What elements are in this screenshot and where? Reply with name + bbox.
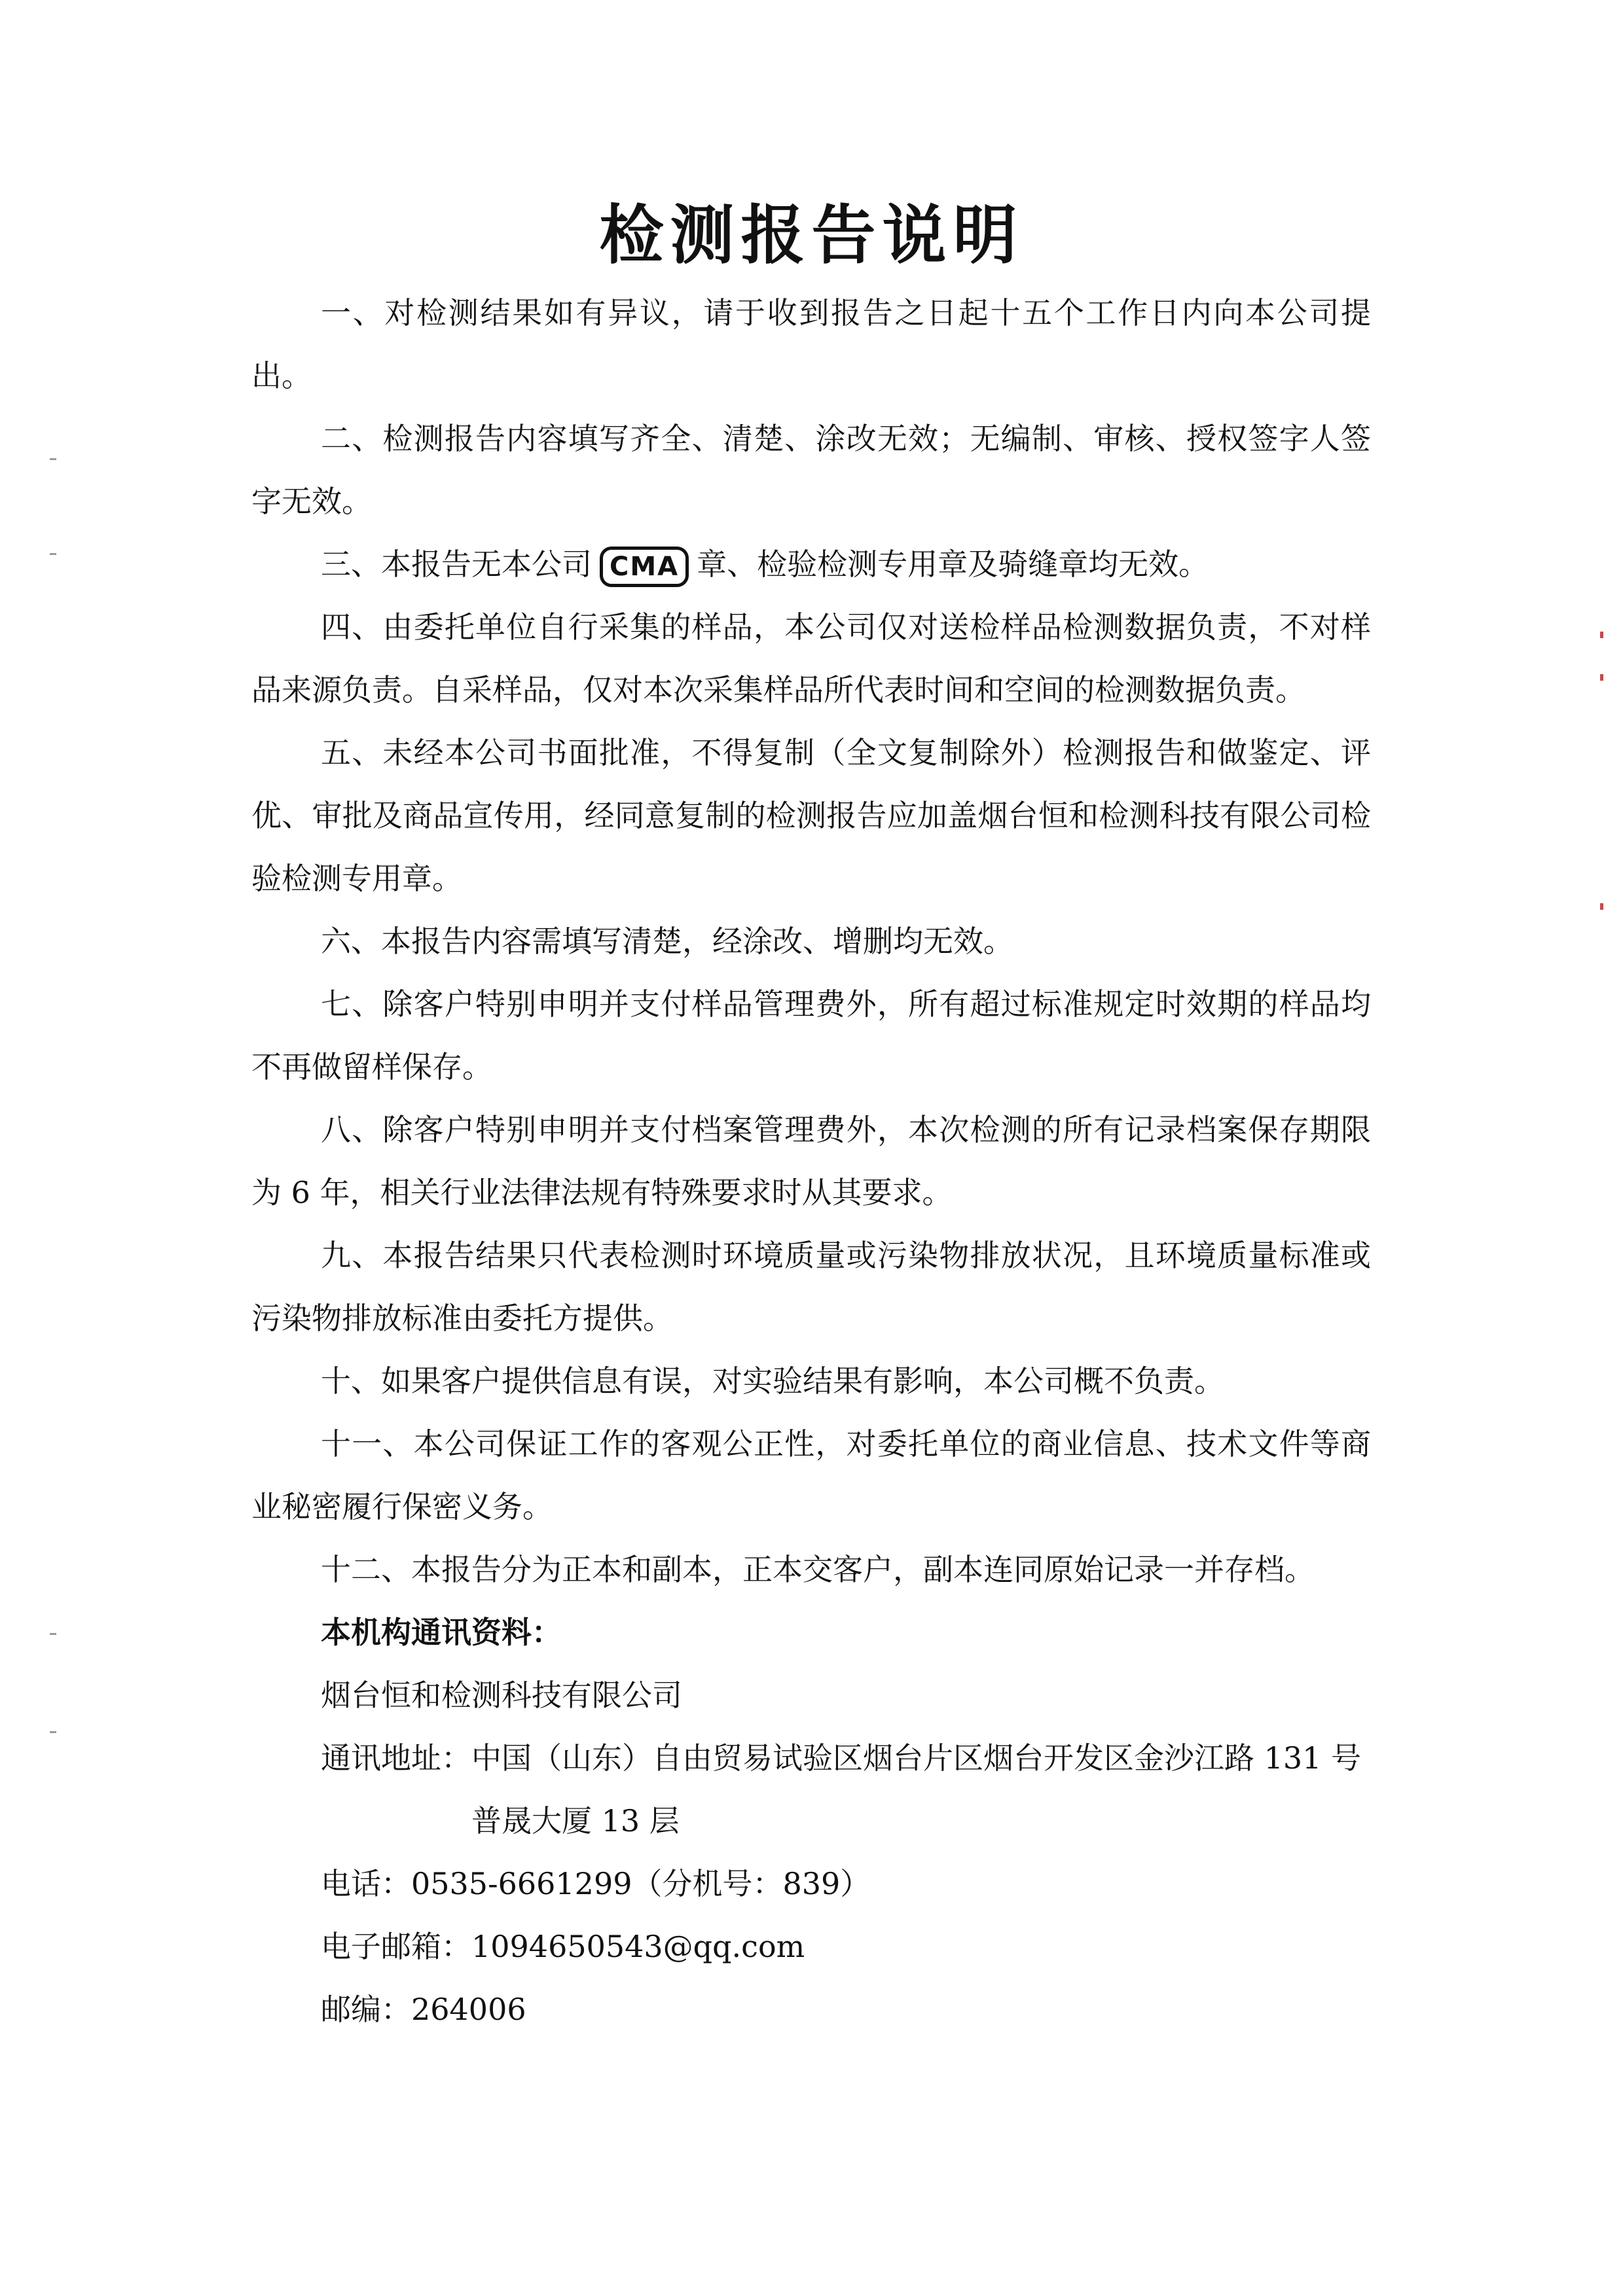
clause-3	[251, 533, 1371, 596]
clause-6: 六、本报告内容需填写清楚，经涂改、增删均无效。	[321, 924, 1013, 959]
clause-7: 七、除客户特别申明并支付样品管理费外，所有超过标准规定时效期的样品均不再做留样保存。	[251, 986, 1371, 1085]
scan-speck	[1600, 903, 1603, 910]
clause-3-text-after: 章、检验检测专用章及骑缝章均无效。	[697, 547, 1209, 582]
clause-10: 十、如果客户提供信息有误，对实验结果有影响，本公司概不负责。	[321, 1363, 1224, 1399]
scan-speck	[50, 553, 56, 555]
company-name: 烟台恒和检测科技有限公司	[321, 1677, 682, 1713]
contact-heading: 本机构通讯资料：	[321, 1615, 562, 1650]
clause-1: 一、对检测结果如有异议，请于收到报告之日起十五个工作日内向本公司提出。	[251, 295, 1371, 393]
clause-11: 十一、本公司保证工作的客观公正性，对委托单位的商业信息、技术文件等商业秘密履行保密义务。	[251, 1426, 1371, 1524]
clause-3-text-before: 三、本报告无本公司	[321, 547, 592, 582]
scan-speck	[50, 458, 56, 460]
address-label: 通讯地址：	[321, 1740, 471, 1776]
email-line: 电子邮箱：1094650543@qq.com	[321, 1929, 805, 1964]
document-title: 检测报告说明	[599, 198, 1024, 273]
cma-seal-mark: CMA	[600, 547, 689, 587]
clause-5: 五、未经本公司书面批准，不得复制（全文复制除外）检测报告和做鉴定、评优、审批及商品宣传用，经同意复制的检测报告应加盖烟台恒和检测科技有限公司检验检测专用章。	[251, 735, 1371, 896]
clause-12: 十二、本报告分为正本和副本，正本交客户，副本连同原始记录一并存档。	[321, 1552, 1315, 1587]
scan-speck	[1600, 674, 1603, 681]
scan-speck	[50, 1731, 56, 1733]
address-block	[251, 1727, 1371, 1852]
phone-line: 电话：0535-6661299（分机号：839）	[321, 1866, 871, 1901]
scan-speck	[50, 1633, 56, 1635]
address-line-2: 普晟大厦 13 层	[471, 1803, 680, 1839]
address-line-1: 中国（山东）自由贸易试验区烟台片区烟台开发区金沙江路 131 号	[471, 1740, 1362, 1776]
postcode-line: 邮编：264006	[321, 1992, 526, 2027]
clause-9: 九、本报告结果只代表检测时环境质量或污染物排放状况，且环境质量标准或污染物排放标准由委托方提供。	[251, 1238, 1371, 1336]
document-body	[251, 281, 1371, 2041]
clause-2: 二、检测报告内容填写齐全、清楚、涂改无效；无编制、审核、授权签字人签字无效。	[251, 421, 1371, 519]
scan-speck	[1600, 632, 1603, 638]
address-lines	[471, 1727, 1371, 1852]
clause-4: 四、由委托单位自行采集的样品，本公司仅对送检样品检测数据负责，不对样品来源负责。自采样品，仅对本次采集样品所代表时间和空间的检测数据负责。	[251, 609, 1371, 708]
clause-8: 八、除客户特别申明并支付档案管理费外，本次检测的所有记录档案保存期限为 6 年，相关行业法律法规有特殊要求时从其要求。	[251, 1112, 1371, 1210]
